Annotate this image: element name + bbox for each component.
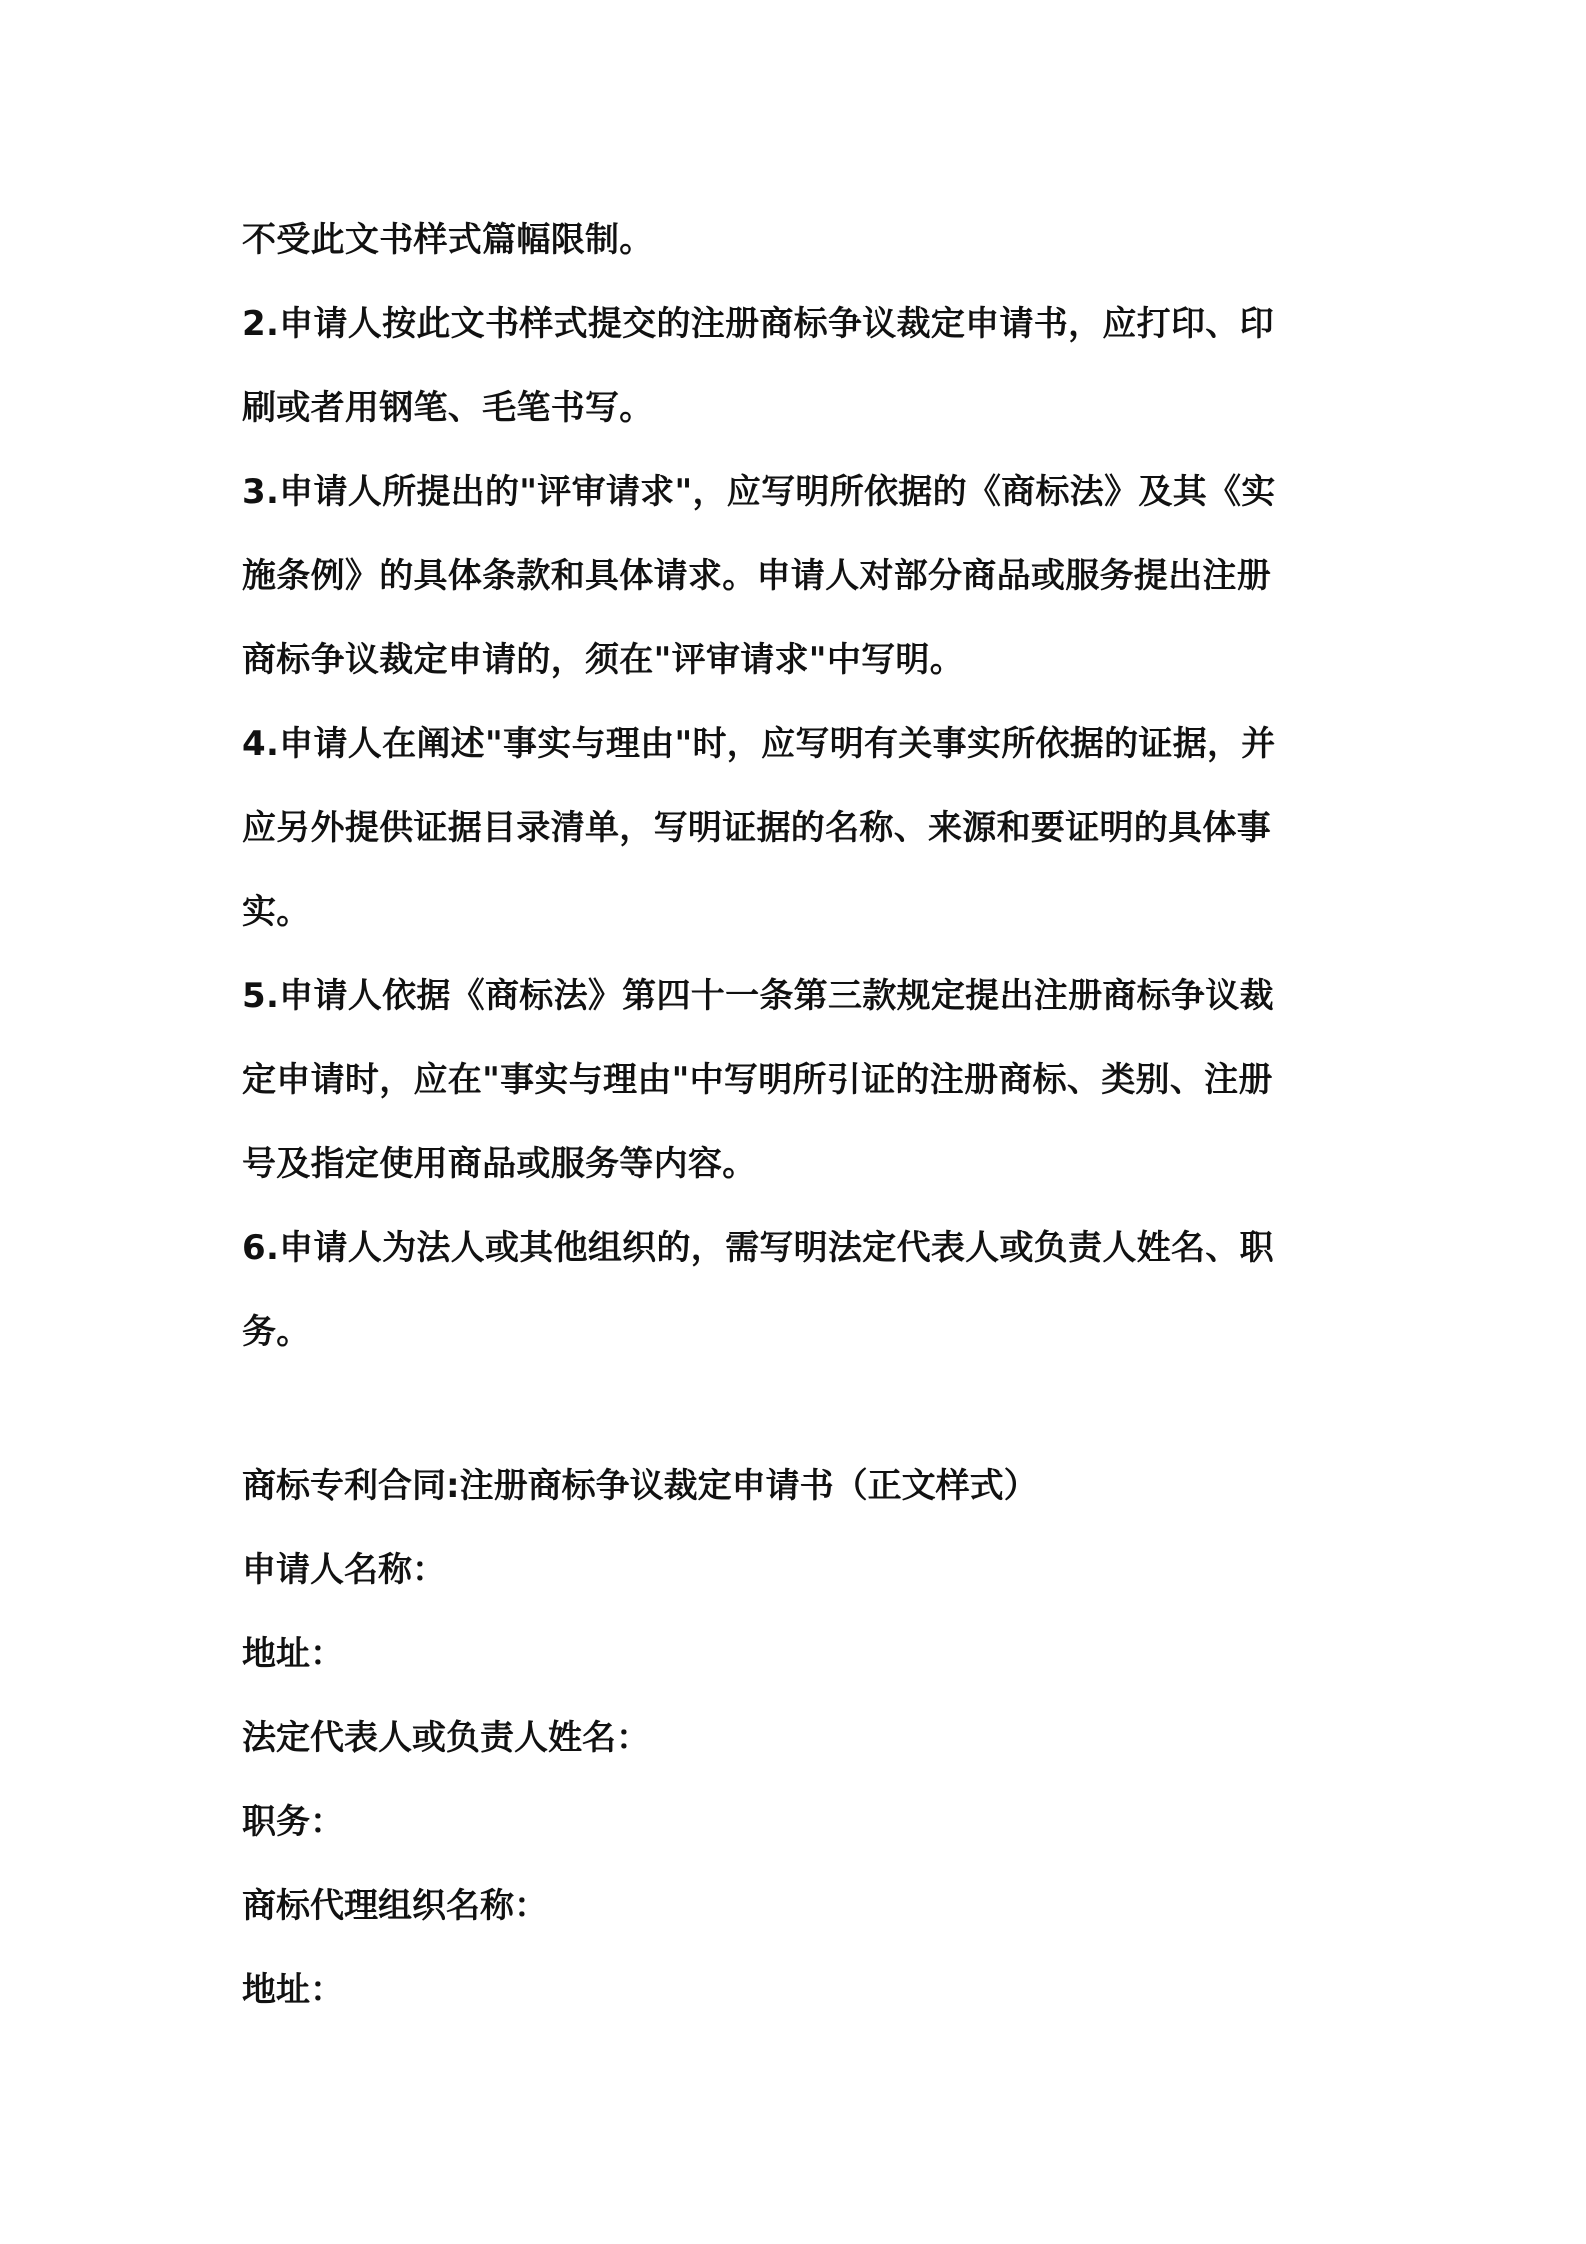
note-line: 不受此文书样式篇幅限制。: [242, 220, 654, 260]
applicant-address-field: 地址：: [242, 1634, 344, 1674]
form-title: 商标专利合同:注册商标争议裁定申请书（正文样式）: [242, 1466, 1038, 1506]
note-line: 应另外提供证据目录清单，写明证据的名称、来源和要证明的具体事: [242, 808, 1271, 848]
note-line: 务。: [242, 1312, 311, 1352]
agency-address-field: 地址：: [242, 1970, 344, 2010]
application-form: [242, 1444, 1362, 2032]
applicant-name-field: 申请人名称：: [242, 1550, 446, 1590]
note-line: 3.申请人所提出的"评审请求"，应写明所依据的《商标法》及其《实: [242, 472, 1276, 512]
legal-representative-field: 法定代表人或负责人姓名：: [242, 1718, 650, 1758]
note-line: 实。: [242, 892, 311, 932]
position-field: 职务：: [242, 1802, 344, 1842]
note-line: 施条例》的具体条款和具体请求。申请人对部分商品或服务提出注册: [242, 556, 1271, 596]
note-line: 商标争议裁定申请的，须在"评审请求"中写明。: [242, 640, 965, 680]
note-line: 定申请时，应在"事实与理由"中写明所引证的注册商标、类别、注册: [242, 1060, 1273, 1100]
note-line: 2.申请人按此文书样式提交的注册商标争议裁定申请书，应打印、印: [242, 304, 1274, 344]
instructions-notes: [242, 198, 1362, 1374]
agency-name-field: 商标代理组织名称：: [242, 1886, 548, 1926]
note-line: 刷或者用钢笔、毛笔书写。: [242, 388, 654, 428]
note-line: 6.申请人为法人或其他组织的，需写明法定代表人或负责人姓名、职: [242, 1228, 1274, 1268]
note-line: 5.申请人依据《商标法》第四十一条第三款规定提出注册商标争议裁: [242, 976, 1274, 1016]
note-line: 号及指定使用商品或服务等内容。: [242, 1144, 757, 1184]
note-line: 4.申请人在阐述"事实与理由"时，应写明有关事实所依据的证据，并: [242, 724, 1276, 764]
